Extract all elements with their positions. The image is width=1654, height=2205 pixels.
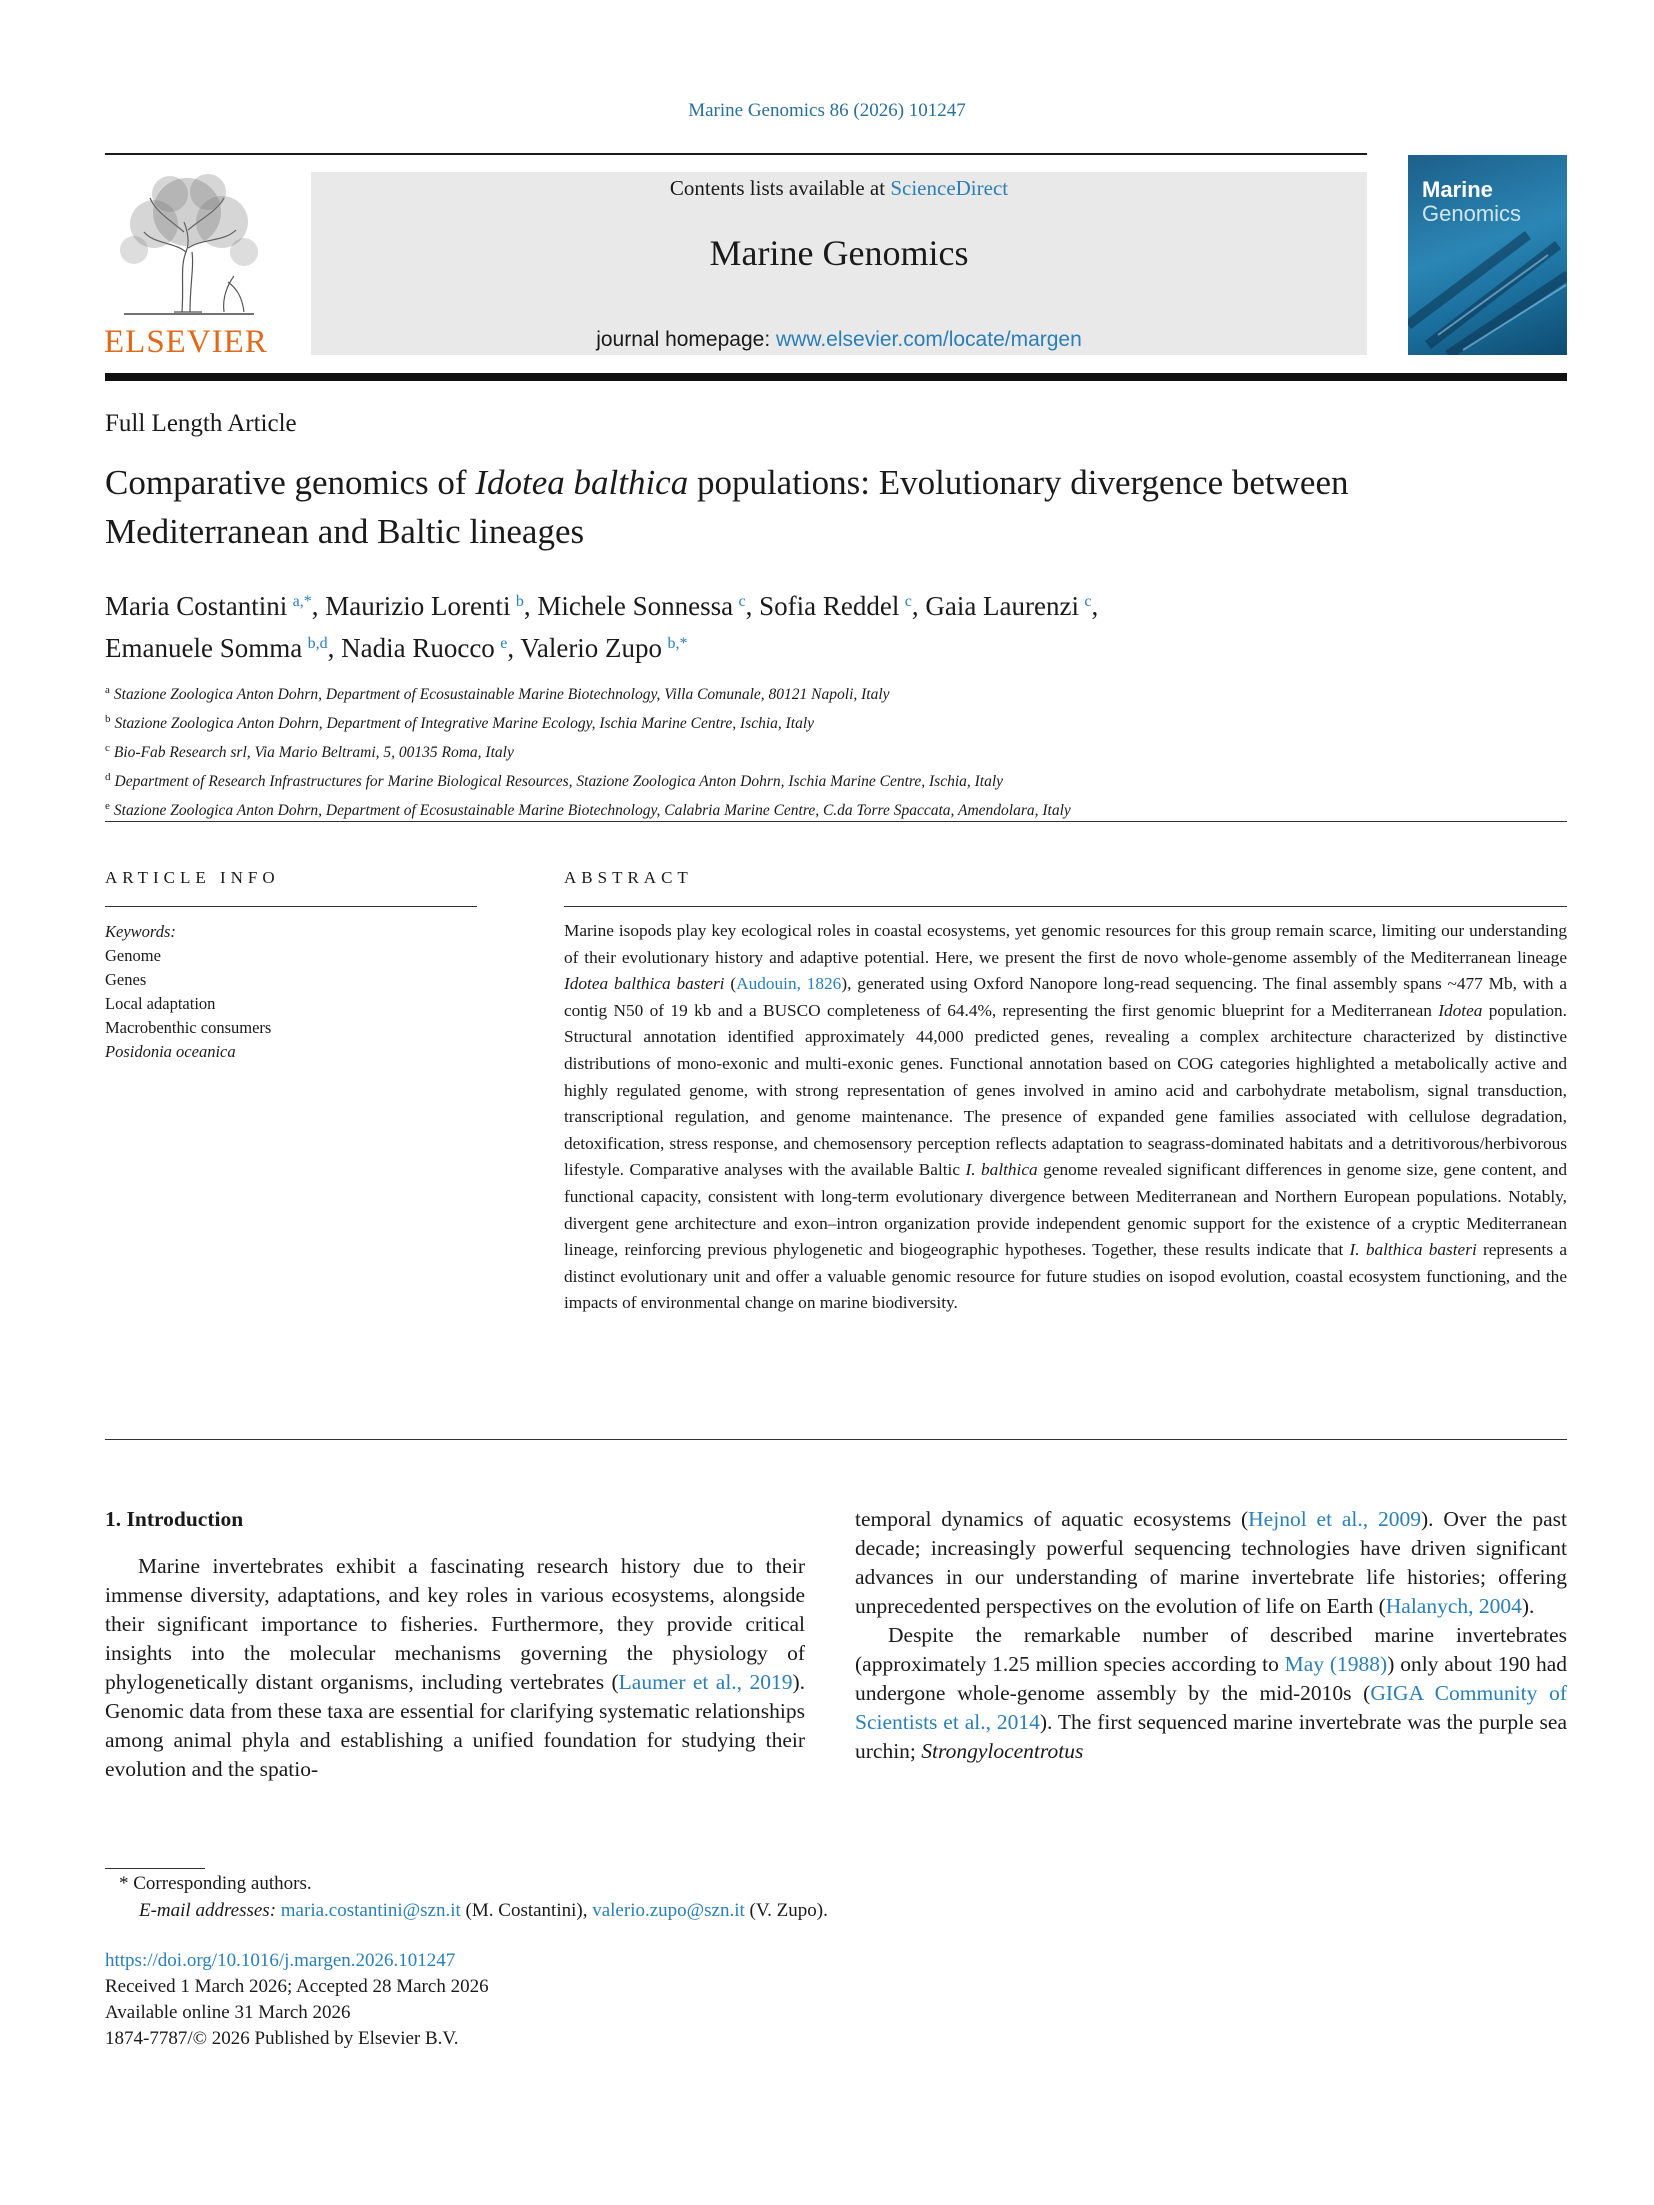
abstract-text: Marine isopods play key ecological roles in coastal ecosystems, yet genomic resources for this group remain scarce, limiting our understanding of their evolutionary history and adaptive potential. Here, we present the first de novo whole-genome assembly of the Mediterranean lineage Idotea balthica basteri (Audouin, 1826), generated using Oxford Nanopore long-read sequencing. The final assembly spans ~477 Mb, with a contig N50 of 19 kb and a BUSCO completeness of 64.4%, representing the first genomic blueprint for a Mediterranean Idotea population. Structural annotation identified approximately 44,000 predicted genes, revealing a complex architecture characterized by distinctive distributions of mono-exonic and multi-exonic genes. Functional annotation based on COG categories highlighted a metabolically active and highly regulated genome, with strong representation of genes involved in amino acid and carbohydrate metabolism, signal transduction, transcriptional regulation, and genome maintenance. The presence of expanded gene families associated with cellulose degradation, detoxification, stress response, and chemosensory perception reflects adaptation to seagrass-dominated habitats and a detritivorous/herbivorous lifestyle. Comparative analyses with the available Baltic I. balthica genome revealed significant differences in genome size, gene content, and functional capacity, consistent with long-term evolutionary divergence between Mediterranean and Northern European populations. Notably, divergent gene architecture and exon–intron organization provide independent genomic support for the existence of a cryptic Mediterranean lineage, reinforcing previous phylogenetic and biogeographic hypotheses. Together, these results indicate that I. balthica basteri represents a distinct evolutionary unit and offer a valuable genomic resource for future studies on isopod evolution, coastal ecosystem functioning, and the impacts of environmental change on marine biodiversity.	[564, 921, 1568, 1313]
section-title-introduction: 1. Introduction	[105, 1507, 244, 1531]
journal-cover[interactable]	[1408, 155, 1567, 355]
online-date: Available online 31 March 2026	[105, 2002, 351, 2023]
author[interactable]: Sofia Reddel	[759, 591, 900, 621]
header-rule	[105, 153, 1367, 155]
article-type: Full Length Article	[105, 410, 297, 437]
abstract-heading: ABSTRACT	[564, 868, 693, 887]
citation-link[interactable]: May (1988)	[1284, 1652, 1388, 1676]
journal-reference[interactable]: Marine Genomics 86 (2026) 101247	[688, 100, 966, 121]
affiliation: $^e$ Stazione Zoologica Anton Dohrn, Department of Ecosustainable Marine Biotechnology, Calabria Marine Centre, C.da Torre Spaccata, Amendolara, Italy	[105, 800, 1071, 819]
contents-line	[311, 176, 1367, 201]
paragraph: temporal dynamics of aquatic ecosystems (Hejnol et al., 2009). Over the past decade; increasingly powerful sequencing technologies have driven significant advances in our understanding of marine invertebrate life histories; offering unprecedented perspectives on the evolution of life on Earth (Halanych, 2004).	[855, 1507, 1567, 1618]
citation-link[interactable]: Audouin, 1826	[736, 974, 842, 994]
abstract-rule	[564, 906, 1567, 907]
homepage-line	[311, 328, 1367, 352]
author-affil-mark[interactable]: b,d	[307, 635, 328, 652]
keyword: Genome	[105, 946, 161, 965]
email-link[interactable]: maria.costantini@szn.it	[280, 1900, 461, 1921]
header-thick-rule	[105, 373, 1567, 381]
author-affil-mark[interactable]: e	[500, 635, 508, 652]
author-affil-mark[interactable]: a,*	[292, 593, 312, 610]
journal-name: Marine Genomics	[709, 233, 969, 273]
article-info-heading: ARTICLE INFO	[105, 868, 280, 887]
article-title: Comparative genomics of Idotea balthica populations: Evolutionary divergence between Mediterranean and Baltic lineages	[105, 463, 1349, 551]
author-list: Maria Costantini $^{a,*}$, Maurizio Lorenti $^b$, Michele Sonnessa $^c$, Sofia Reddel $^c$, Gaia Laurenzi $^c$, Emanuele Somma $^{b,d}$, Nadia Ruocco $^e$, Valerio Zupo $^{b,*}$	[105, 591, 1099, 663]
affiliation: $^b$ Stazione Zoologica Anton Dohrn, Department of Integrative Marine Ecology, Ischia Marine Centre, Ischia, Italy	[105, 713, 815, 732]
author-affil-mark[interactable]: c	[904, 593, 912, 610]
cover-title-marine: Marine	[1422, 177, 1493, 202]
author[interactable]: Maria Costantini	[105, 591, 288, 621]
cover-title-genomics: Genomics	[1422, 201, 1522, 226]
corresponding-note: * Corresponding authors.	[119, 1873, 312, 1894]
affiliation: $^c$ Bio-Fab Research srl, Via Mario Beltrami, 5, 00135 Roma, Italy	[105, 742, 514, 761]
keywords-list	[105, 920, 271, 1064]
paragraph: Marine invertebrates exhibit a fascinating research history due to their immense diversity, adaptations, and key roles in various ecosystems, alongside their significant importance to fisheries. Furthermore, they provide critical insights into the molecular mechanisms governing the physiology of phylogenetically distant organisms, including vertebrates (Laumer et al., 2019). Genomic data from these taxa are essential for clarifying systematic relationships among animal phyla and establishing a unified foundation for studying their evolution and the spatio-	[105, 1554, 805, 1781]
author[interactable]: Gaia Laurenzi	[925, 591, 1079, 621]
keywords-label: Keywords:	[105, 922, 176, 941]
citation-link[interactable]: Laumer et al., 2019	[618, 1670, 793, 1694]
elsevier-wordmark: ELSEVIER	[104, 324, 268, 360]
doi-link[interactable]: https://doi.org/10.1016/j.margen.2026.101247	[105, 1950, 456, 1971]
footnotes	[105, 1870, 1105, 1924]
title-species: Idotea balthica	[475, 463, 689, 502]
affiliations	[105, 678, 1545, 823]
elsevier-tree-icon	[104, 172, 270, 317]
abstract-end-rule	[105, 1439, 1567, 1440]
article-info-rule	[105, 906, 477, 907]
email-link[interactable]: valerio.zupo@szn.it	[592, 1900, 745, 1921]
citation-link[interactable]: Hejnol et al., 2009	[1248, 1507, 1422, 1531]
keyword: Macrobenthic consumers	[105, 1018, 272, 1037]
section-rule	[105, 821, 1567, 822]
author-affil-mark[interactable]: b	[515, 593, 524, 610]
author[interactable]: Emanuele Somma	[105, 633, 303, 663]
sciencedirect-link[interactable]: ScienceDirect	[890, 176, 1009, 200]
publication-info	[105, 1948, 489, 2052]
footnote-rule	[105, 1868, 205, 1869]
author[interactable]: Nadia Ruocco	[341, 633, 495, 663]
author-affil-mark[interactable]: c	[738, 593, 746, 610]
citation-link[interactable]: GIGA Community of Scientists et al., 2014	[855, 1681, 1567, 1734]
affiliation: $^a$ Stazione Zoologica Anton Dohrn, Department of Ecosustainable Marine Biotechnology, Villa Comunale, 80121 Napoli, Italy	[105, 684, 890, 703]
keyword: Posidonia oceanica	[105, 1042, 236, 1061]
contents-prefix: Contents lists available at	[669, 176, 891, 200]
received-dates: Received 1 March 2026; Accepted 28 March 2026	[105, 1976, 489, 1997]
affiliation: $^d$ Department of Research Infrastructures for Marine Biological Resources, Stazione Zoologica Anton Dohrn, Ischia Marine Centre, Ischia, Italy	[105, 771, 1004, 790]
journal-banner	[311, 172, 1367, 355]
paragraph: Despite the remarkable number of described marine invertebrates (approximately 1.25 million species according to May (1988)) only about 190 had undergone whole-genome assembly by the mid-2010s (GIGA Community of Scientists et al., 2014). The first sequenced marine invertebrate was the purple sea urchin; Strongylocentrotus	[855, 1623, 1567, 1763]
issn-copyright: 1874-7787/© 2026 Published by Elsevier B.V.	[105, 2028, 459, 2049]
author-affil-mark[interactable]: c	[1084, 593, 1092, 610]
author[interactable]: Michele Sonnessa	[537, 591, 734, 621]
citation-link[interactable]: Halanych, 2004	[1385, 1594, 1522, 1618]
elsevier-logo[interactable]	[104, 172, 274, 362]
author[interactable]: Maurizio Lorenti	[325, 591, 511, 621]
keyword: Local adaptation	[105, 994, 216, 1013]
keyword: Genes	[105, 970, 147, 989]
author[interactable]: Valerio Zupo	[520, 633, 663, 663]
author-affil-mark[interactable]: b,*	[667, 635, 688, 652]
email-line: E-mail addresses: maria.costantini@szn.it (M. Costantini), valerio.zupo@szn.it (V. Zupo).	[139, 1900, 828, 1921]
homepage-link[interactable]: www.elsevier.com/locate/margen	[776, 328, 1082, 351]
body-column-left	[105, 1505, 805, 1784]
homepage-prefix: journal homepage:	[596, 328, 776, 351]
body-column-right	[855, 1505, 1567, 1766]
